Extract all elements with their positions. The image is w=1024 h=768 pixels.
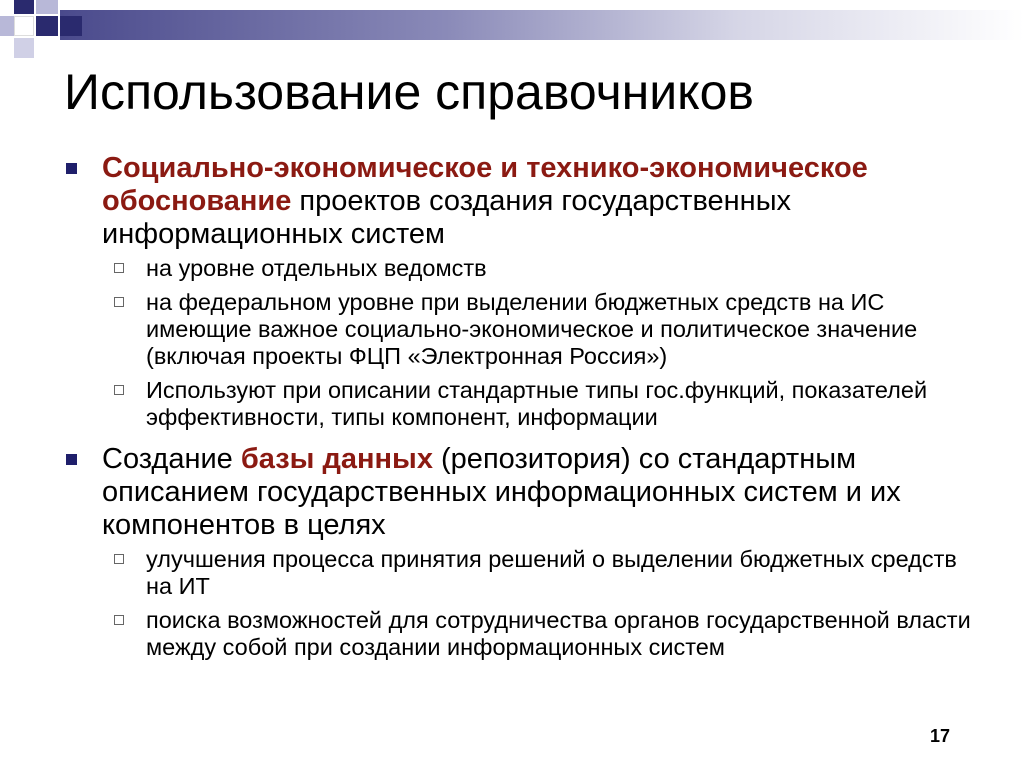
decor-square — [14, 16, 34, 36]
sub-bullet-item — [66, 377, 986, 431]
hollow-square-icon — [114, 297, 124, 307]
sub-bullet-item — [66, 546, 986, 600]
sub-bullet-text: на федеральном уровне при выделении бюджетных средств на ИС имеющие важное социально-экономическое и политическое значение (включая проекты ФЦП «Электронная Россия») — [146, 289, 918, 369]
decor-square — [14, 38, 34, 58]
decor-square — [0, 16, 14, 36]
sub-bullet-text: Используют при описании стандартные типы гос.функций, показателей эффективности, типы компонент, информации — [146, 377, 928, 430]
sub-bullet-text: улучшения процесса принятия решений о выделении бюджетных средств на ИТ — [146, 546, 957, 599]
filled-square-icon — [66, 454, 77, 465]
decor-square — [36, 0, 58, 14]
decor-square — [60, 16, 82, 36]
hollow-square-icon — [114, 615, 124, 625]
slide-title: Использование справочников — [64, 64, 754, 120]
decor-square — [14, 0, 34, 14]
sub-bullet-text: на уровне отдельных ведомств — [146, 255, 487, 281]
filled-square-icon — [66, 163, 77, 174]
bullet-text-prefix: Создание — [102, 443, 241, 475]
bullet-emphasis: Социально-экономическое и технико-экономическое обоснование — [102, 152, 868, 217]
sub-bullet-item — [66, 255, 986, 282]
hollow-square-icon — [114, 263, 124, 273]
bullet-item — [66, 443, 986, 542]
bullet-text: (репозитория) со стандартным описанием государственных информационных систем и их компонентов в целях — [102, 443, 901, 541]
bullet-item — [66, 152, 986, 251]
sub-bullet-item — [66, 607, 986, 661]
bullet-text: проектов создания государственных информационных систем — [102, 185, 792, 250]
page-number: 17 — [930, 726, 951, 746]
slide-content — [66, 152, 986, 668]
header-gradient-bar — [60, 10, 1024, 40]
sub-bullet-text: поиска возможностей для сотрудничества органов государственной власти между собой при создании информационных систем — [146, 607, 971, 660]
decor-square — [36, 16, 58, 36]
hollow-square-icon — [114, 554, 124, 564]
bullet-emphasis: базы данных — [240, 443, 433, 475]
sub-bullet-item — [66, 289, 986, 370]
decor-square — [36, 38, 58, 58]
hollow-square-icon — [114, 385, 124, 395]
